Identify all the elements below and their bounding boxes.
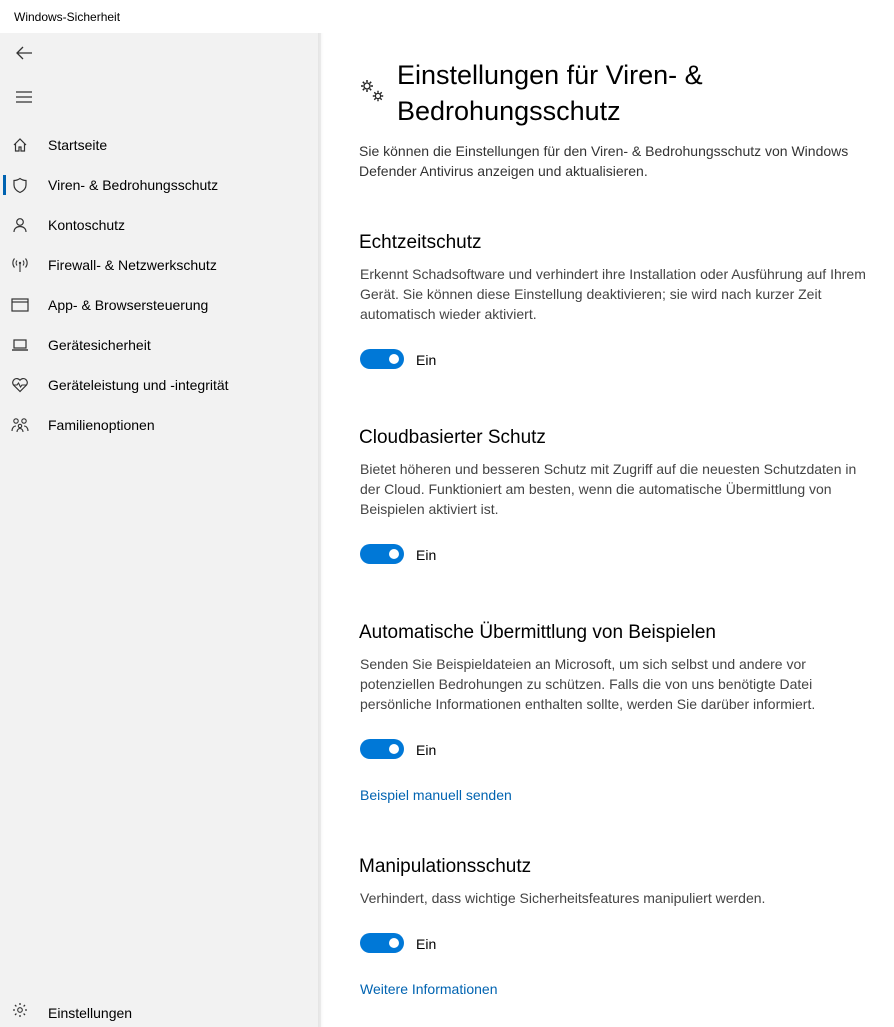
sidebar-item-familienoptionen[interactable] (0, 405, 321, 445)
hamburger-icon (15, 91, 33, 103)
toggle-echtzeitschutz[interactable] (360, 349, 404, 369)
sidebar-item-label: Viren- & Bedrohungsschutz (48, 177, 219, 193)
back-arrow-icon (15, 45, 33, 61)
sidebar-item-label: Startseite (48, 137, 108, 153)
sidebar-item-label: Einstellungen (48, 1005, 133, 1021)
section-title-automatische-uebermittlung: Automatische Übermittlung von Beispielen (359, 622, 716, 643)
toggle-knob (389, 744, 399, 754)
heart-pulse-icon (0, 365, 40, 405)
toggle-state-label: Ein (416, 547, 437, 563)
toggle-knob (389, 354, 399, 364)
sidebar-item-label: Familienoptionen (48, 417, 155, 433)
laptop-icon (0, 325, 40, 365)
section-description-automatische-uebermittlung: Senden Sie Beispieldateien an Microsoft, um sich selbst und andere vor potenziellen Bedrohungen zu schützen. Falls die von uns benötigte Datei persönliche Informationen enthalten sollte, werden Sie darüber informiert. (360, 656, 816, 712)
sidebar-item-label: Firewall- & Netzwerkschutz (48, 257, 217, 273)
page-description: Sie können die Einstellungen für den Viren- & Bedrohungsschutz von Windows Defender Antivirus anzeigen und aktualisieren. (359, 143, 849, 179)
menu-button[interactable] (0, 77, 48, 117)
weitere-informationen-link[interactable]: Weitere Informationen (360, 981, 498, 997)
sidebar-item-label: App- & Browsersteuerung (48, 297, 209, 313)
section-description-cloudbasierter-schutz: Bietet höheren und besseren Schutz mit Zugriff auf die neuesten Schutzdaten in der Cloud. Funktioniert am besten, wenn die automatische Übermittlung von Beispielen aktiviert ist. (360, 461, 857, 517)
browser-window-icon (0, 285, 40, 325)
antenna-icon (0, 245, 40, 285)
sidebar-item-kontoschutz[interactable] (0, 205, 321, 245)
section-title-cloudbasierter-schutz: Cloudbasierter Schutz (359, 427, 546, 448)
toggle-knob (389, 938, 399, 948)
sidebar-item-viren-bedrohungsschutz[interactable] (0, 165, 321, 205)
sidebar-item-app-browsersteuerung[interactable] (0, 285, 321, 325)
back-button[interactable] (0, 33, 48, 73)
toggle-state-label: Ein (416, 352, 437, 368)
gears-icon (359, 78, 387, 109)
window-title: Windows-Sicherheit (14, 10, 121, 24)
section-description-manipulationsschutz: Verhindert, dass wichtige Sicherheitsfeatures manipuliert werden. (360, 890, 766, 906)
page-title: Einstellungen für Viren- & Bedrohungsschutz (397, 60, 703, 126)
section-title-manipulationsschutz: Manipulationsschutz (359, 856, 532, 877)
home-icon (0, 125, 40, 165)
family-icon (0, 405, 40, 445)
sidebar-item-firewall-netzwerkschutz[interactable] (0, 245, 321, 285)
gear-icon (0, 993, 40, 1027)
toggle-cloudbasierter-schutz[interactable] (360, 544, 404, 564)
toggle-state-label: Ein (416, 742, 437, 758)
toggle-manipulationsschutz[interactable] (360, 933, 404, 953)
shield-icon (0, 165, 40, 205)
sidebar-item-einstellungen[interactable] (0, 993, 321, 1027)
sidebar-item-label: Gerätesicherheit (48, 337, 151, 353)
selection-indicator (3, 175, 6, 195)
section-description-echtzeitschutz: Erkennt Schadsoftware und verhindert ihre Installation oder Ausführung auf Ihrem Gerät. Sie können diese Einstellung deaktivieren; sie wird nach kurzer Zeit automatisch wieder aktiviert. (360, 266, 866, 322)
person-icon (0, 205, 40, 245)
sidebar-item-label: Kontoschutz (48, 217, 126, 233)
beispiel-manuell-senden-link[interactable]: Beispiel manuell senden (360, 787, 512, 803)
sidebar-item-geraeteleistung[interactable] (0, 365, 321, 405)
toggle-state-label: Ein (416, 936, 437, 952)
section-title-echtzeitschutz: Echtzeitschutz (359, 232, 482, 253)
toggle-automatische-uebermittlung[interactable] (360, 739, 404, 759)
sidebar-item-startseite[interactable] (0, 125, 321, 165)
sidebar-item-geraetesicherheit[interactable] (0, 325, 321, 365)
title-bar (0, 0, 894, 33)
sidebar-item-label: Geräteleistung und -integrität (48, 377, 229, 393)
toggle-knob (389, 549, 399, 559)
